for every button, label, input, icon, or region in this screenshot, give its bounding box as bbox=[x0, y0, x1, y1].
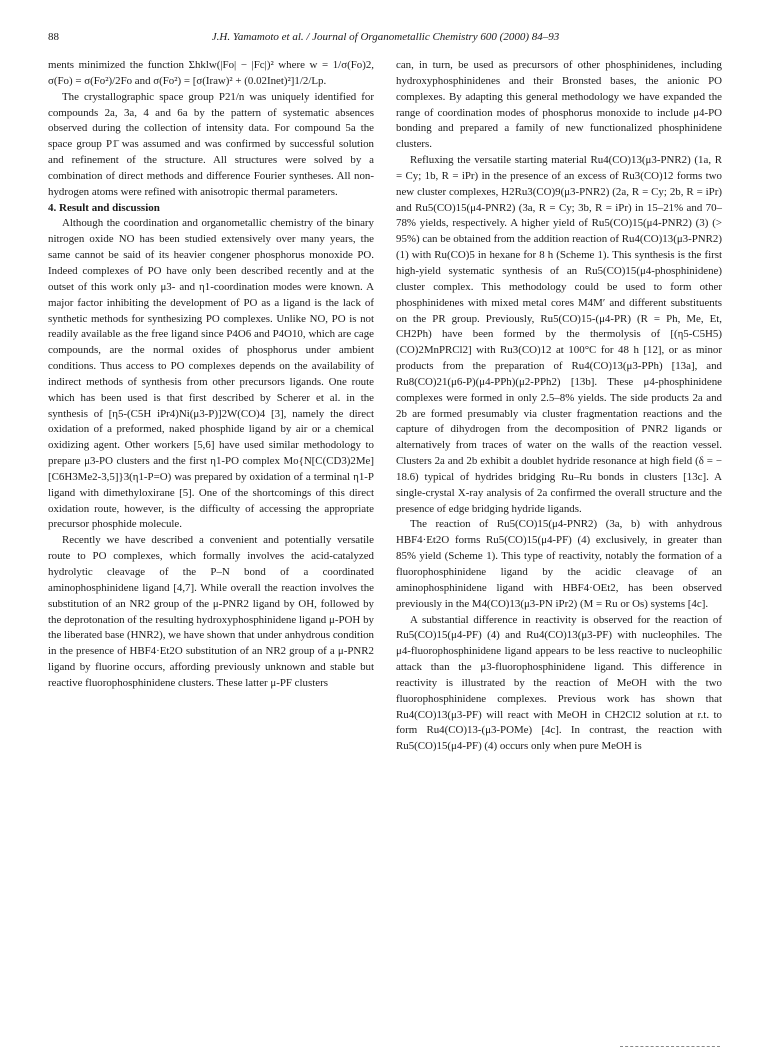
paragraph: Although the coordination and organometallic chemistry of the binary nitrogen oxide NO has been studied extensively over many years, the same cannot be said of its heavier congener phosphorus monoxide PO. Indeed complexes of PO have only been described recently and at the outset of this work only μ3- and η1-coordination modes were known. A major factor inhibiting the development of PO as a ligand is the lack of synthetic methods for synthesizing PO complexes. Unlike NO, PO is not readily available as the free ligand since P4O6 and P4O10, which are cage compounds, are the normal oxides of phosphorus under ambient conditions. Thus access to PO complexes depends on the availability of indirect methods of synthesis from other precursors ligands. One route which has been used is that first described by Scherer et al. in the synthesis of [η5-(C5H iPr4)Ni(μ3-P)]2W(CO)4 [3], namely the direct oxidation of a preformed, naked phosphide ligand by air or a chemical oxidizing agent. Other workers [5,6] have used similar methodology to prepare μ3-PO clusters and the first η1-PO complex Mo{N[C(CD3)2Me][C6H3Me2-3,5]}3(η1-P=O) was prepared by oxidation of a terminal η1-P ligand with dimethyloxirane [5]. One of the shortcomings of this direct oxidation route, however, is the difficulty of accessing the appropriate precursor phosphide molecule. bbox=[48, 217, 374, 531]
footer-rule bbox=[620, 1046, 720, 1047]
right-column bbox=[396, 58, 722, 755]
paragraph: can, in turn, be used as precursors of other phosphinidenes, including hydroxyphosphinidenes and their Bronsted bases, the anionic PO complexes. By adapting this general methodology we have expanded the range of coordination modes of phosphorus monoxide to include μ4-PO bonding and prepared a family of new functionalized phosphinidene clusters. bbox=[396, 59, 722, 151]
paragraph: ments minimized the function Σhklw(|Fo| − |Fc|)² where w = 1/σ(Fo)2, σ(Fo) = σ(Fo²)/2Fo and σ(Fo²) = [σ(Iraw)² + (0.02Inet)²]1/2/Lp. bbox=[48, 59, 374, 87]
left-column bbox=[48, 58, 374, 692]
running-title: J.H. Yamamoto et al. / Journal of Organometallic Chemistry 600 (2000) 84–93 bbox=[211, 31, 560, 43]
paragraph: A substantial difference in reactivity is observed for the reaction of Ru5(CO)15(μ4-PF) (4) and Ru4(CO)13(μ3-PF) with nucleophiles. The μ4-fluorophosphinidene ligand appears to be less reactive to nucleophilic attack than the μ3-fluorophosphinidene ligand. This difference in reactivity is illustrated by the reaction of MeOH with the two fluorophosphinidene complexes. Previous work has shown that Ru4(CO)13(μ3-PF) will react with MeOH in CH2Cl2 solution at r.t. to form Ru4(CO)13-(μ3-POMe) [4c]. In contrast, the reaction with Ru5(CO)15(μ4-PF) (4) occurs only when pure MeOH is bbox=[396, 613, 722, 753]
section-heading: 4. Result and discussion bbox=[48, 201, 160, 214]
paragraph: The reaction of Ru5(CO)15(μ4-PNR2) (3a, b) with anhydrous HBF4·Et2O forms Ru5(CO)15(μ4-PF) (4) exclusively, in greater than 85% yield (Scheme 1). This type of reactivity, notably the formation of a fluorophosphinidene ligand by the acidic cleavage of an aminophosphinidene ligand with HBF4·OEt2, has been observed previously in the M4(CO)13(μ3-PN iPr2) (M = Ru or Os) systems [4c]. bbox=[396, 518, 722, 610]
paragraph: The crystallographic space group P21/n was uniquely identified for compounds 2a, 3a, 4 and 6a by the pattern of systematic absences observed during the collection of intensity data. For compound 5a the space group P1̄ was assumed and was confirmed by successful solution and refinement of the structure. All structures were solved by a combination of direct methods and difference Fourier syntheses. All non-hydrogen atoms were refined with anisotropic thermal parameters. bbox=[48, 90, 374, 198]
running-header bbox=[0, 31, 771, 47]
paragraph: Recently we have described a convenient and potentially versatile route to PO complexes, which formally involves the acid-catalyzed hydrolytic cleavage of the P–N bond of a coordinated aminophosphinidene ligand [4,7]. While overall the reaction involves the substitution of an NR2 group of the μ-PNR2 ligand by OH, followed by the deprotonation of the resulting hydroxyphosphinidene ligand μ-POH by the liberated base (HNR2), we have shown that under anhydrous condition in the presence of HBF4·Et2O substitution of an NR2 group of a μ-PNR2 ligand by fluorine occurs, affording previously unknown and stable but reactive fluorophosphinidene clusters. These latter μ-PF clusters bbox=[48, 534, 374, 689]
page-number: 88 bbox=[48, 31, 59, 43]
paragraph: Refluxing the versatile starting material Ru4(CO)13(μ3-PNR2) (1a, R = Cy; 1b, R = iPr) in the presence of an excess of Ru3(CO)12 forms two new cluster complexes, H2Ru3(CO)9(μ3-PNR2) (2a, R = Cy; 2b, R = iPr) and Ru5(CO)15(μ4-PNR2) (3a, R = Cy; 3b, R = iPr) in 15–21% and 70–78% yields, respectively. A higher yield of Ru5(CO)15(μ4-PNR2) (3) (> 95%) can be obtained from the addition reaction of Ru4(CO)13(μ3-PNR2) (1) with Ru(CO)5 in hexane for 8 h (Scheme 1). This synthesis is the first high-yield systematic synthesis of an Ru5(CO)15(μ4-phosphinidene) cluster complex. This methodology could be used to form other phosphinidenes with mixed metal cores M4M′ and different substituents on the PR group. Previously, Ru5(CO)15-(μ4-PR) (R = Ph, Me, Et, CH2Ph) have been formed by the thermolysis of [(η5-C5H5)(CO)2MnPRCl2] with Ru3(CO)12 at 100°C for 48 h [12], or as minor products from the preparation of Ru4(CO)13(μ3-PPh) [13a], and Ru8(CO)21(μ6-P)(μ4-PPh)(μ2-PPh2) [13b]. These μ4-phosphinidene complexes were formed in only 2.5–8% yields. The side products 2a and 2b are formed presumably via cluster fragmentation reactions and the capture of dihydrogen from the decomposition of PNR2 ligands or alternatively from traces of water on the walls of the reaction vessel. Clusters 2a and 2b exhibit a doublet hydride resonance at high field (δ = − 18.6) typical of hydrides bridging Ru–Ru bonds in clusters [13c]. A single-crystal X-ray analysis of 2a confirmed the overall structure and the presence of edge bridging hydride ligands. bbox=[396, 154, 722, 515]
